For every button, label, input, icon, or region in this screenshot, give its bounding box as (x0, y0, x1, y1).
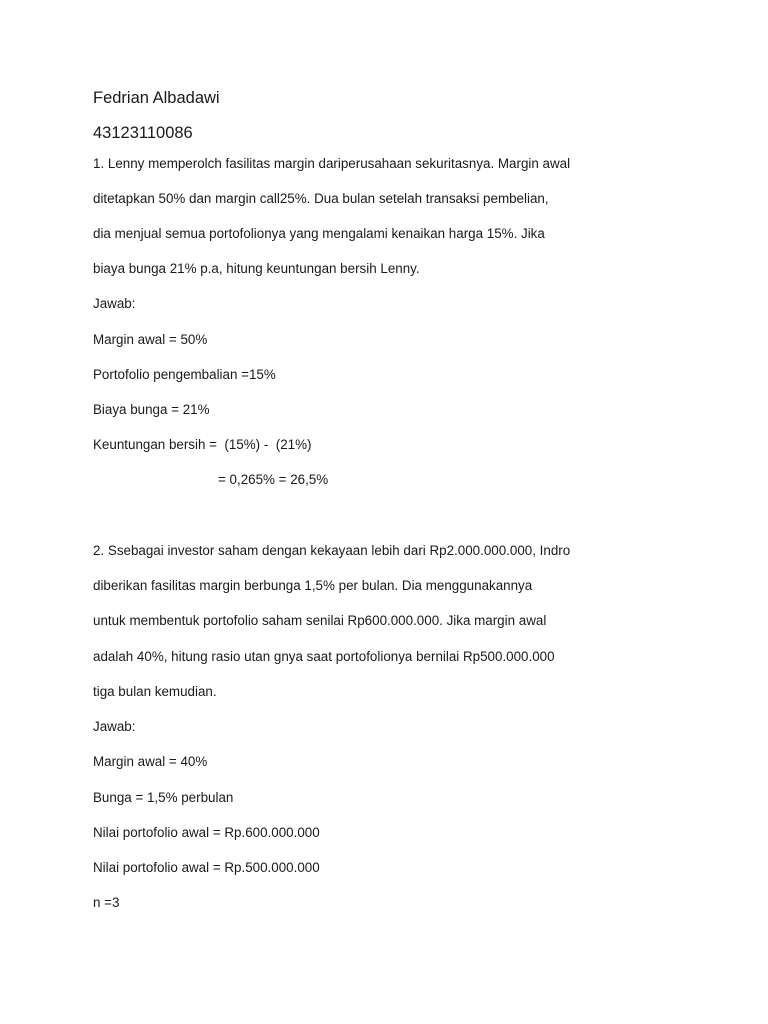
answer-line: Portofolio pengembalian =15% (93, 367, 276, 382)
question1-line: 1. Lenny memperolch fasilitas margin dariperusahaan sekuritasnya. Margin awal (93, 156, 571, 171)
question2-line: tiga bulan kemudian. (93, 684, 217, 699)
answer-line: Bunga = 1,5% perbulan (93, 790, 234, 805)
question1-line: biaya bunga 21% p.a, hitung keuntungan bersih Lenny. (93, 261, 420, 276)
question2-line: adalah 40%, hitung rasio utan gnya saat portofolionya bernilai Rp500.000.000 (93, 649, 555, 664)
answer-result: = 0,265% = 26,5% (218, 472, 329, 487)
question1-line: ditetapkan 50% dan margin call25%. Dua bulan setelah transaksi pembelian, (93, 191, 549, 206)
answer-label: Jawab: (93, 719, 136, 734)
answer-line: Margin awal = 50% (93, 332, 208, 347)
answer-line: Biaya bunga = 21% (93, 402, 210, 417)
question2-line: diberikan fasilitas margin berbunga 1,5% per bulan. Dia menggunakannya (93, 578, 533, 593)
author-name: Fedrian Albadawi (93, 89, 220, 107)
answer-label: Jawab: (93, 296, 136, 311)
question1-line: dia menjual semua portofolionya yang mengalami kenaikan harga 15%. Jika (93, 226, 545, 241)
answer-line: Keuntungan bersih = (15%) - (21%) (93, 437, 312, 452)
student-id: 43123110086 (93, 124, 193, 142)
answer-line: n =3 (93, 895, 120, 910)
answer-line: Margin awal = 40% (93, 754, 208, 769)
answer-line: Nilai portofolio awal = Rp.500.000.000 (93, 860, 320, 875)
question2-line: untuk membentuk portofolio saham senilai Rp600.000.000. Jika margin awal (93, 613, 547, 628)
answer-line: Nilai portofolio awal = Rp.600.000.000 (93, 825, 320, 840)
question2-line: 2. Ssebagai investor saham dengan kekayaan lebih dari Rp2.000.000.000, Indro (93, 543, 571, 558)
